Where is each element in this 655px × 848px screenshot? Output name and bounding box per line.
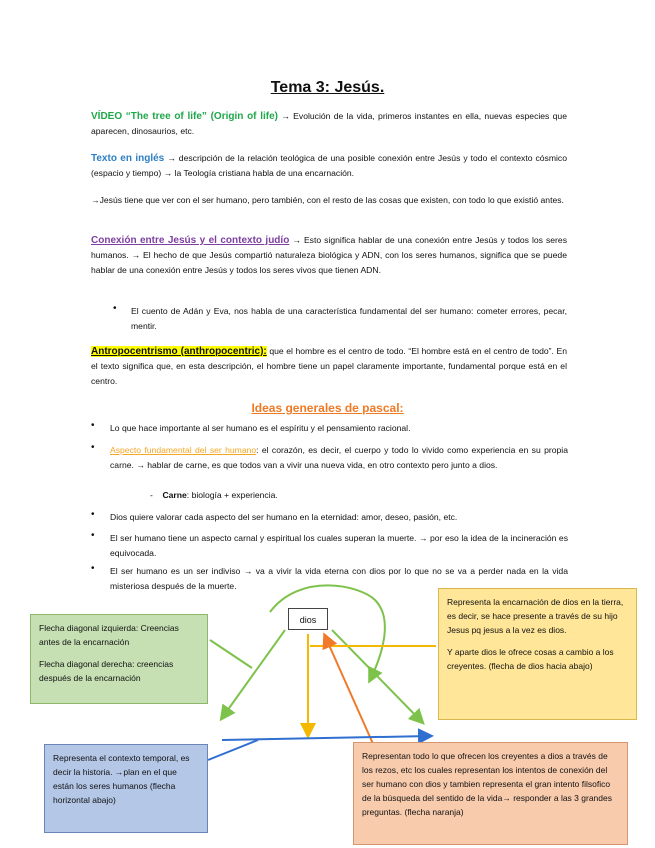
bullet-pascal-3: Dios quiere valorar cada aspecto del ser humano en la eternidad: amor, deseo, pasión, etc.: [110, 512, 458, 522]
bullet-dot: •: [91, 509, 95, 520]
bullet-dot: •: [91, 442, 95, 453]
aspecto-text: : el corazón, es decir, el cuerpo y todo lo vivido como experiencia en su propia carne. → hablar de carne, es que todos van a vivir una nueva vida, en otro contexto pero junto a dios.: [110, 445, 568, 470]
blue-box-pointer: [208, 740, 258, 760]
green-note-box: [30, 614, 208, 704]
green-box-pointer: [210, 640, 252, 668]
green-diagonal-left-arrow: [222, 630, 285, 718]
aspecto-label: Aspecto fundamental del ser humano: [110, 445, 257, 455]
bullet-adan-eva: El cuento de Adán y Eva, nos habla de una característica fundamental del ser humano: cometer errores, pecar, mentir.: [131, 306, 567, 331]
sub-dash: -: [150, 490, 153, 500]
texto-ingles-text: → descripción de la relación teológica de una posible conexión entre Jesús y todo el contexto cósmico (espacio y tiempo) → la Teología cristiana habla de una encarnación.: [91, 153, 567, 178]
blue-horizontal-arrow: [222, 736, 430, 740]
green-note-line-2: Flecha diagonal derecha: creencias después de la encarnación: [39, 659, 174, 683]
green-note-line-1: Flecha diagonal izquierda: Creencias antes de la encarnación: [39, 623, 179, 647]
antropocentrismo-label: Antropocentrismo (anthropocentric):: [91, 346, 267, 357]
yellow-note-line-2: Y aparte dios le ofrece cosas a cambio a los creyentes. (flecha de dios hacia abajo): [447, 647, 614, 671]
dios-box: dios: [288, 608, 328, 630]
bullet-dot: •: [91, 420, 95, 431]
yellow-note-line-1: Representa la encarnación de dios en la tierra, es decir, se hace presente a través de su hijo Jesus pq jesus a la vez es dios.: [447, 597, 624, 635]
page-title: Tema 3: Jesús.: [270, 79, 385, 96]
video-text: → Evolución de la vida, primeros instantes en ella, nuevas especies que aparecen, dinosaurios, etc.: [91, 111, 567, 136]
bullet-pascal-5: El ser humano es un ser indiviso → va a vivir la vida eterna con dios por lo que no se va a perder nada en la vida misteriosa después de la muerte.: [110, 566, 568, 591]
carne-text: : biología + experiencia.: [186, 490, 278, 500]
bullet-pascal-4: El ser humano tiene un aspecto carnal y espiritual los cuales superan la muerte. → por eso la idea de la incineración es equivocada.: [110, 533, 568, 558]
carne-label: Carne: [162, 490, 187, 500]
conexion-label: Conexión entre Jesús y el contexto judío: [91, 235, 290, 246]
orange-up-arrow: [325, 636, 374, 746]
video-label: VÍDEO “The tree of life” (Origin of life): [91, 111, 278, 122]
bullet-dot: •: [91, 530, 95, 541]
bullet-pascal-1: Lo que hace importante al ser humano es el espíritu y el pensamiento racional.: [110, 423, 411, 433]
bullet-dot: •: [113, 303, 117, 314]
orange-note-box: Representan todo lo que ofrecen los creyentes a dios a través de los rezos, etc los cuales representan los intentos de conexión del ser humano con dios y tambien representa el gran intento filsofico de la búsqueda del sentido de la vida→ responder a las 3 grandes preguntas. (flecha naranja): [353, 742, 628, 845]
paragraph-jesus: →Jesús tiene que ver con el ser humano, pero también, con el resto de las cosas que existen, con todo lo que existió antes.: [91, 195, 564, 205]
green-diagonal-right-arrow: [332, 630, 422, 722]
antropocentrismo-text: que el hombre es el centro de todo. “El hombre está en el centro de todo”. En el texto significa que, en esta descripción, el hombre tiene un papel claramente importante, fundamental porque está en el centro.: [91, 346, 568, 386]
blue-note-box: Representa el contexto temporal, es decir la historia. →plan en el que están los seres humanos (flecha horizontal abajo): [44, 744, 208, 833]
yellow-note-box: [438, 588, 637, 720]
bullet-dot: •: [91, 563, 95, 574]
conexion-text: → Esto significa hablar de una conexión entre Jesús y todos los seres humanos. → El hecho de que Jesús compartió naturaleza biológica y ADN, con los seres humanos, significa que se puede hablar de una conexión entre Jesús y todos los seres vivos que tienen ADN.: [91, 235, 567, 275]
section-heading-pascal: Ideas generales de pascal:: [251, 401, 404, 415]
texto-ingles-label: Texto en inglés: [91, 153, 165, 164]
